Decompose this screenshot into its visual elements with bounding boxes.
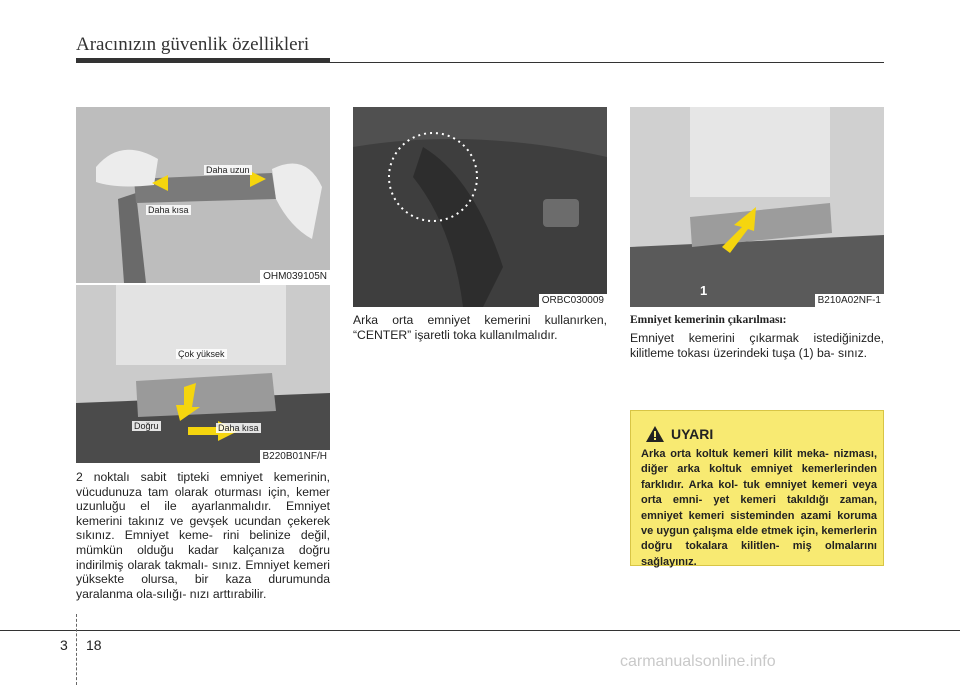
page-header-title: Aracınızın güvenlik özellikleri bbox=[76, 34, 310, 55]
footer-divider bbox=[76, 614, 78, 685]
footer-rule bbox=[0, 630, 960, 631]
callout-shorter: Daha kısa bbox=[218, 423, 259, 433]
callout-too-high: Çok yüksek bbox=[178, 349, 225, 359]
warning-icon bbox=[645, 425, 665, 443]
footer-page-number: 18 bbox=[86, 637, 102, 653]
callout-longer: Daha uzun bbox=[206, 165, 250, 175]
header-rule-thick bbox=[76, 58, 330, 63]
col1-paragraph: 2 noktalı sabit tipteki emniyet kemerinin, vücudunuza tam olarak oturması için, kemer uzunluğu el ile ayarlanmalıdır. Emniyet kemerini takınız ve gevşek ucundan çekerek sıkınız. Emniyet keme- rini belinize değil, mümkün olduğu kadar kalçanıza doğru indirilmiş olarak takmalı- sınız. Emniyet kemeri yüksekte olursa, bir kaza durumunda yaralanma ola-sılığı- nızı arttırabilir. bbox=[76, 470, 330, 601]
watermark: carmanualsonline.info bbox=[620, 653, 776, 670]
figure-code: B210A02NF-1 bbox=[815, 294, 884, 307]
figure-belt-length bbox=[76, 107, 330, 283]
figure-code: B220B01NF/H bbox=[260, 450, 330, 463]
col2-paragraph: Arka orta emniyet kemerini kullanırken, “CENTER” işaretli toka kullanılmalıdır. bbox=[353, 313, 607, 342]
callout-number: 1 bbox=[700, 283, 708, 298]
lap-position-illustration bbox=[76, 285, 330, 463]
belt-length-illustration bbox=[76, 107, 330, 283]
warning-box bbox=[630, 410, 884, 566]
callout-correct: Doğru bbox=[134, 421, 159, 431]
col3-paragraph: Emniyet kemerini çıkarmak istediğinizde, kilitleme tokası üzerindeki tuşa (1) ba- sınız. bbox=[630, 331, 884, 360]
rear-seat-illustration bbox=[353, 107, 607, 307]
release-belt-illustration bbox=[630, 107, 884, 307]
callout-shorter: Daha kısa bbox=[148, 205, 189, 215]
figure-release-belt bbox=[630, 107, 884, 307]
figure-lap-position bbox=[76, 285, 330, 463]
warning-title: UYARI bbox=[671, 426, 714, 442]
footer-section-number: 3 bbox=[60, 637, 68, 653]
col3-heading: Emniyet kemerinin çıkarılması: bbox=[630, 314, 787, 326]
figure-rear-center-belt bbox=[353, 107, 607, 307]
warning-text: Arka orta koltuk kemeri kilit meka- nizması, diğer arka koltuk emniyet kemerlerinden farklıdır. Arka kol- tuk emniyet kemeri veya orta emni- yet kemeri takıldığı zaman, emniyet kemeri sisteminden azami koruma ve uygun çalışma elde etmek için, kemerlerin doğru tokalara kilitlen- miş olmalarını sağlayınız. bbox=[641, 448, 877, 568]
header-rule-thin bbox=[330, 62, 884, 63]
figure-code: OHM039105N bbox=[260, 270, 330, 283]
figure-code: ORBC030009 bbox=[539, 294, 607, 307]
